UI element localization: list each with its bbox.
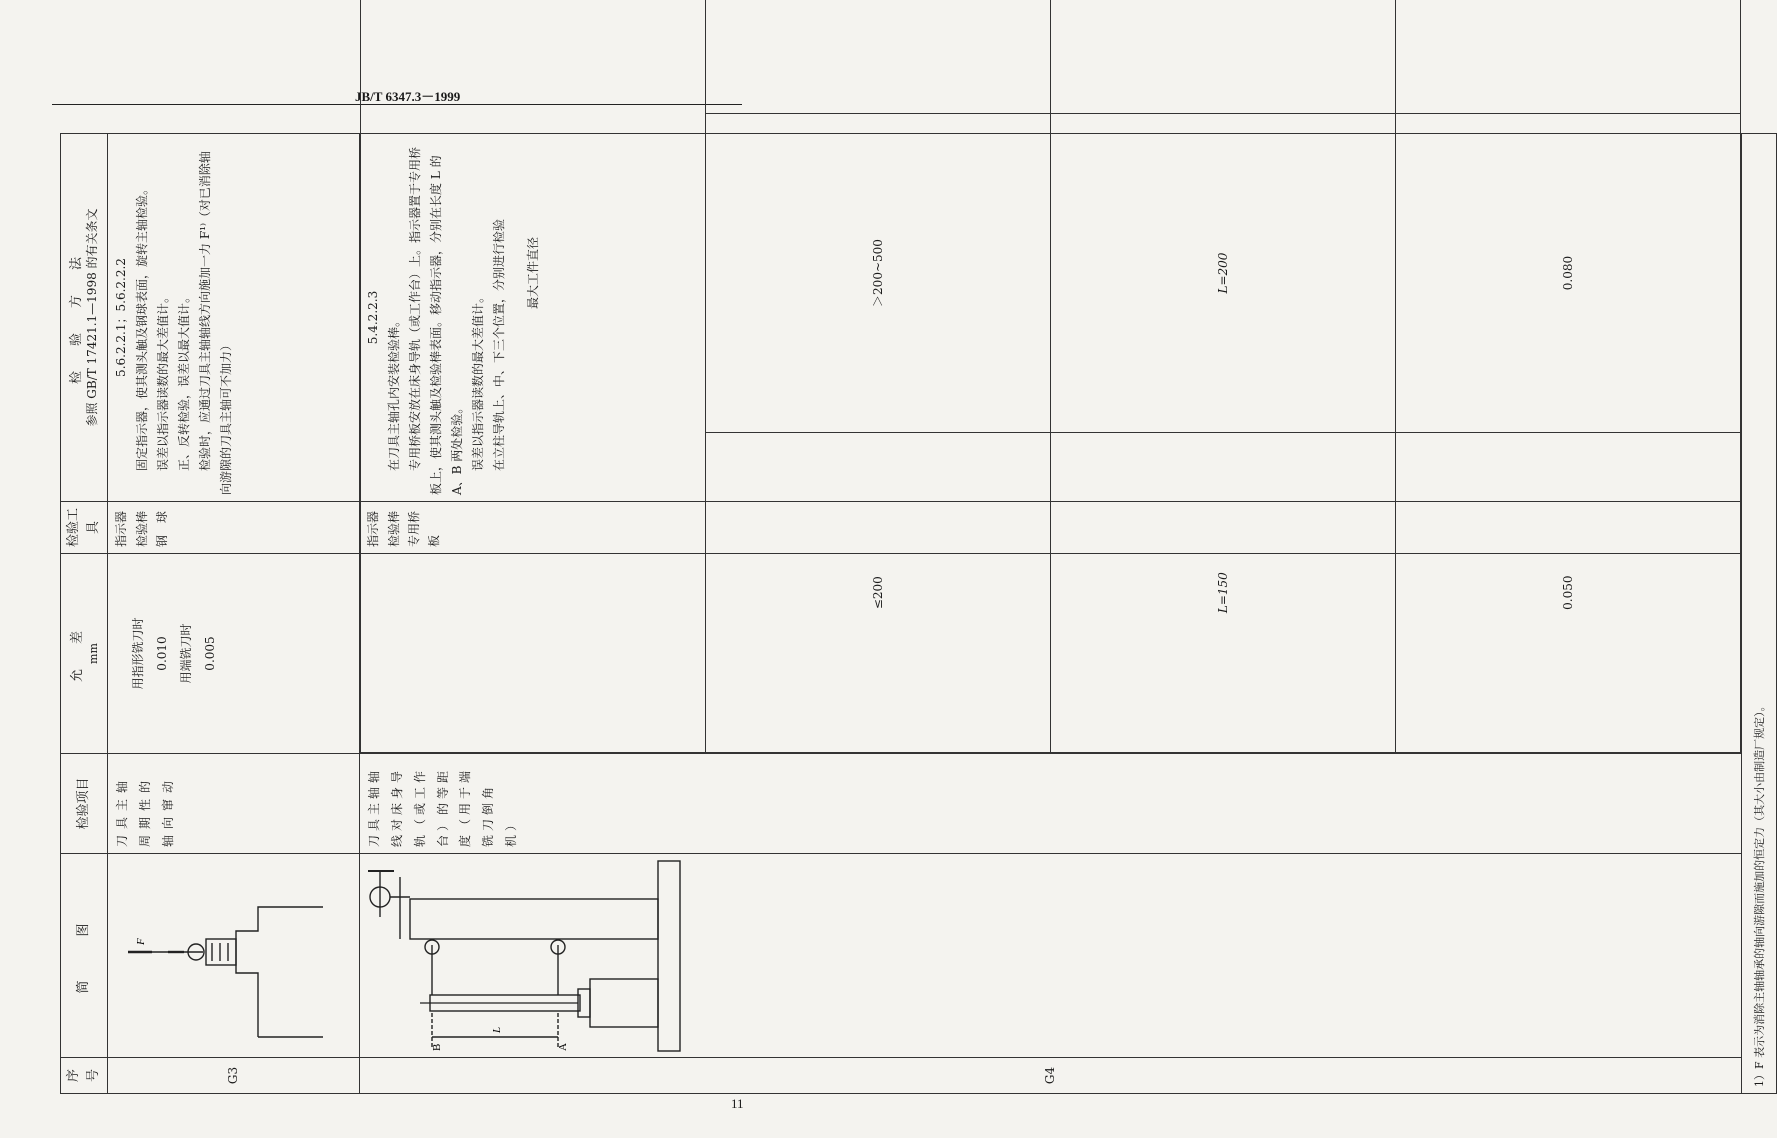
row-no: G4 (360, 1058, 1742, 1094)
bridge-plate (410, 899, 658, 939)
method-g3-clause: 5.6.2.2.1；5.6.2.2.2 (114, 258, 129, 377)
method-g4-p2: 专用桥板安放在床身导轨（或工作台）上。指示器置于专用桥板上，使其测头触及检验棒表面。移动指示器，分别在长度 L 的 A、B 两处检验。 (408, 146, 465, 495)
dia-range-3 (706, 0, 1051, 113)
col-no: 序号 (61, 1058, 108, 1094)
table-header-row (61, 134, 108, 1094)
tool-g3-1: 指示器 (114, 510, 129, 547)
footnote-row (1742, 134, 1777, 1094)
spindle-axial-diagram (108, 855, 336, 1057)
dia-range-2: ＞200~500 (706, 113, 1051, 433)
method-g4-p4: 在立柱导轨上、中、下三个位置，分别进行检验 (492, 218, 507, 471)
table-row-g4 (360, 134, 1742, 1094)
tool-g3-2: 检验棒 (134, 510, 149, 547)
length-3 (1051, 0, 1396, 113)
label-length: L (491, 1026, 504, 1033)
method-g3 (108, 134, 360, 502)
table-row-g3 (108, 134, 360, 1094)
tolerance-g3 (108, 554, 360, 754)
spindle-nose (206, 939, 236, 965)
col-tolerance-unit: mm (87, 643, 101, 664)
method-g3-p2: 误差以指示器读数的最大差值计。 (156, 290, 171, 471)
label-a: A (557, 1043, 570, 1051)
machine-bed (658, 861, 680, 1051)
tool-g3-3: 钢 球 (155, 510, 170, 547)
length-2: L=200 (1051, 113, 1396, 433)
method-g4-p1: 在刀具主轴孔内安装检验棒。 (387, 314, 402, 471)
col-method-title: 检 验 方 法 (69, 251, 85, 385)
method-g4 (360, 134, 1742, 502)
inspection-table (60, 133, 1777, 1094)
tolerance-g3-val1: 0.010 (155, 636, 170, 671)
col-diagram: 简 图 (61, 854, 108, 1058)
method-g4-p3: 误差以指示器读数的最大差值计。 (471, 290, 486, 471)
col-method (61, 134, 108, 502)
length-1: L=150 (1051, 433, 1396, 753)
spindle-head (590, 979, 658, 1027)
value-1: 0.050 (1396, 433, 1741, 753)
spindle-parallelism-diagram (360, 855, 698, 1057)
tool-g4-2: 检验棒 (386, 510, 401, 547)
label-b: B (431, 1043, 444, 1051)
dia-range-1: ≤200 (706, 433, 1051, 753)
tools-g4 (360, 502, 1742, 554)
col-method-ref: 参照 GB/T 17421.1—1998 的有关条文 (84, 208, 99, 427)
method-g4-clause: 5.4.2.2.3 (366, 290, 381, 345)
col-item: 检验项目 (61, 754, 108, 854)
tool-g4-3: 专用桥板 (407, 510, 442, 547)
tolerance-g3-case2: 用端铣刀时 (179, 623, 194, 684)
col-tool: 检验工具 (61, 502, 108, 554)
tolerance-g3-val2: 0.005 (203, 636, 218, 671)
diagram-g3 (108, 854, 360, 1058)
page-number: 11 (731, 1096, 744, 1111)
method-g3-p4: 检验时，应通过刀具主轴轴线方向施加一力 F¹⁾（对已消除轴向游隙的刀具主轴可不加力） (198, 151, 234, 495)
standard-number: JB/T 6347.3－1999 (355, 89, 461, 104)
item-g4: 刀具主轴轴线对床身导轨（或工作台）的等距度（用于端铣刀倒角机） (360, 754, 1742, 854)
method-g3-p1: 固定指示器，使其测头触及钢球表面，旋转主轴检验。 (135, 182, 150, 471)
row-no: G3 (108, 1058, 360, 1094)
tolerance-table-title: 最大工件直径 (361, 0, 706, 753)
item-g3: 刀具主轴周期性的轴向窜动 (108, 754, 360, 854)
col-tolerance-label: 允 差 (70, 625, 86, 683)
rotated-table-page (60, 134, 1766, 1094)
tools-g3 (108, 502, 360, 554)
diagram-g4 (360, 854, 1742, 1058)
force-label: F (135, 938, 148, 945)
value-2: 0.080 (1396, 113, 1741, 433)
spindle-housing (236, 907, 323, 1037)
col-tolerance (61, 554, 108, 754)
footnote: 1）F 表示为消除主轴轴承的轴向游隙而施加的恒定力（其大小由制造厂规定）。 (1742, 134, 1777, 1094)
tool-g4-1: 指示器 (366, 510, 381, 547)
value-3 (1396, 0, 1741, 113)
tolerance-g3-case1: 用指形铣刀时 (131, 617, 146, 690)
method-g3-p3: 正、反转检验，误差以最大值计。 (177, 290, 192, 471)
